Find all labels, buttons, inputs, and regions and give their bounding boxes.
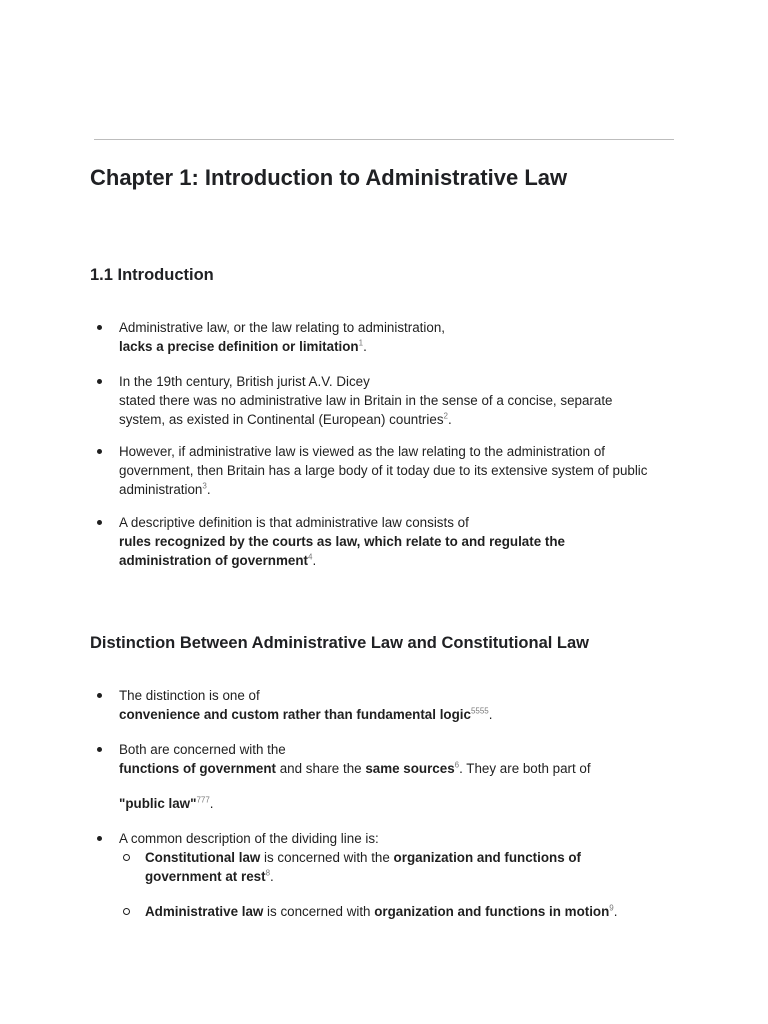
bullet-text: In the 19th century, British jurist A.V. Dicey [119, 374, 370, 389]
list-item [90, 513, 690, 570]
bold-text: convenience and custom rather than fundamental logic [119, 707, 471, 722]
footnote-ref: 777 [196, 795, 210, 805]
list-item [90, 318, 690, 356]
list-item [90, 372, 690, 429]
list-item [90, 740, 690, 813]
punctuation: . [312, 553, 317, 568]
punctuation: . [488, 707, 493, 722]
bold-text: Constitutional law [145, 850, 261, 865]
bold-text: Administrative law [145, 904, 264, 919]
bullet-text: However, if administrative law is viewed as the law relating to the administration of [119, 444, 606, 459]
footnote-ref: 4 [307, 552, 313, 562]
footnote-ref: 8 [265, 868, 271, 878]
footnote-ref: 1 [358, 338, 364, 348]
bullet-text: is concerned with the [260, 850, 394, 865]
bold-text: lacks a precise definition or limitation [119, 339, 359, 354]
bullet-text: . They are both part of [459, 761, 591, 776]
bullet-dot-icon [97, 325, 102, 330]
punctuation: . [270, 869, 274, 884]
bullet-text: and share the [275, 761, 366, 776]
bullet-circle-icon [123, 908, 130, 915]
bullet-text: government, then Britain has a large body of it today due to its extensive system of public [119, 463, 648, 478]
bold-text: organization and functions in motion [374, 904, 610, 919]
bullet-text: Both are concerned with the [119, 742, 286, 757]
bold-text: "public law" [119, 796, 197, 811]
punctuation: . [206, 482, 211, 497]
bullet-dot-icon [97, 836, 102, 841]
footnote-ref: 5555 [470, 706, 489, 716]
footnote-ref: 9 [609, 903, 614, 913]
bold-text: administration of government [119, 553, 308, 568]
footnote-ref: 3 [202, 481, 207, 491]
bullet-text: administration [119, 482, 203, 497]
punctuation: . [447, 412, 452, 427]
footnote-ref: 2 [443, 411, 448, 421]
bullet-dot-icon [97, 379, 102, 384]
bold-text: organization and functions of [393, 850, 582, 865]
bullet-dot-icon [97, 747, 102, 752]
bullet-circle-icon [123, 854, 130, 861]
punctuation: . [363, 339, 367, 354]
bullet-text: is concerned with [263, 904, 375, 919]
bullet-text: A descriptive definition is that administrative law consists of [119, 515, 469, 530]
bullet-dot-icon [97, 449, 102, 454]
section-heading-introduction: 1.1 Introduction [90, 266, 214, 284]
list-item [90, 442, 690, 499]
bold-text: functions of government [119, 761, 276, 776]
section-heading-distinction: Distinction Between Administrative Law and Constitutional Law [90, 634, 590, 652]
bullet-text: Administrative law, or the law relating to administration, [119, 320, 445, 335]
chapter-title: Chapter 1: Introduction to Administrative Law [90, 165, 568, 190]
bullet-text: stated there was no administrative law in Britain in the sense of a concise, separate [119, 393, 613, 408]
sub-list-item [90, 902, 690, 921]
list-item [90, 829, 690, 848]
bullet-text: system, as existed in Continental (European) countries [119, 412, 444, 427]
bullet-dot-icon [97, 520, 102, 525]
punctuation: . [209, 796, 214, 811]
bold-text: same sources [365, 761, 455, 776]
footnote-ref: 6 [454, 760, 460, 770]
bullet-text: The distinction is one of [119, 688, 260, 703]
sub-list-item [90, 848, 690, 886]
list-item [90, 686, 690, 724]
bullet-text: A common description of the dividing line is: [119, 831, 379, 846]
punctuation: . [613, 904, 618, 919]
bold-text: government at rest [145, 869, 266, 884]
bullet-dot-icon [97, 693, 102, 698]
horizontal-divider [94, 139, 674, 140]
bold-text: rules recognized by the courts as law, which relate to and regulate the [119, 534, 565, 549]
